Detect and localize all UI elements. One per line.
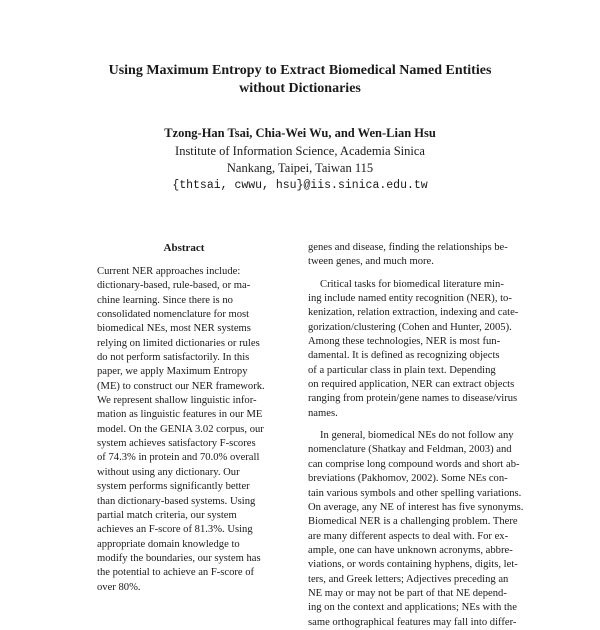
text-line: ters, and Greek letters; Adjectives preceding an	[308, 573, 509, 585]
paragraph-gap	[308, 421, 526, 429]
text-line: biomedical NEs, most NER systems	[97, 323, 251, 335]
text-line: system achieves satisfactory F-scores	[97, 438, 256, 450]
text-line: tween genes, and much more.	[308, 256, 434, 268]
paragraph	[308, 241, 526, 270]
title-line: Using Maximum Entropy to Extract Biomedical Named Entities	[108, 63, 492, 78]
text-line: nomenclature (Shatkay and Feldman, 2003) and	[308, 444, 512, 456]
text-line: of a particular class in plain text. Depending	[308, 364, 496, 376]
text-line: NE may or may not be part of that NE depend-	[308, 587, 507, 599]
text-line: of 74.3% in protein and 70.0% overall	[97, 452, 260, 464]
text-line: ing on the context and applications; NEs with the	[308, 602, 517, 614]
text-line: paper, we apply Maximum Entropy	[97, 366, 248, 378]
paragraph	[308, 278, 526, 421]
text-line: system performs significantly better	[97, 481, 250, 493]
text-line: achieves an F-score of 81.3%. Using	[97, 524, 253, 536]
text-line: the potential to achieve an F-score of	[97, 567, 255, 579]
text-line: Biomedical NER is a challenging problem. There	[308, 516, 518, 528]
text-line: appropriate domain knowledge to	[97, 538, 240, 550]
text-line: over 80%.	[97, 581, 141, 593]
text-line: Among these technologies, NER is most fun-	[308, 336, 501, 348]
text-line: relying on limited dictionaries or rules	[97, 337, 260, 349]
text-line: mation as linguistic features in our ME	[97, 409, 263, 421]
paper-title	[60, 62, 540, 98]
text-line: genes and disease, finding the relationships be-	[308, 242, 508, 253]
text-line: without using any dictionary. Our	[97, 466, 240, 478]
text-line: tain various symbols and other spelling variations.	[308, 487, 522, 499]
body-column	[308, 241, 526, 630]
text-line: are many different aspects to deal with. For ex-	[308, 530, 509, 542]
text-line: partial match criteria, our system	[97, 509, 237, 521]
title-line: without Dictionaries	[239, 81, 361, 96]
text-line: model. On the GENIA 3.02 corpus, our	[97, 423, 264, 435]
text-line: (ME) to construct our NER framework.	[97, 380, 265, 392]
text-line: do not perform satisfactorily. In this	[97, 352, 250, 364]
abstract-body	[97, 265, 273, 595]
affiliation-location: Nankang, Taipei, Taiwan 115	[226, 161, 374, 175]
text-line: ranging from protein/gene names to disease/virus	[308, 393, 518, 405]
text-line: In general, biomedical NEs do not follow any	[320, 430, 514, 442]
text-line: Critical tasks for biomedical literature min-	[320, 278, 504, 290]
text-line: kenization, relation extraction, indexing and cate-	[308, 307, 519, 319]
author-emails: {thtsai, cwwu, hsu}@iis.sinica.edu.tw	[172, 179, 428, 192]
text-line: viations, or words containing hyphens, digits, let-	[308, 559, 518, 571]
text-line: dictionary-based, rule-based, or ma-	[97, 280, 251, 292]
text-line: modify the boundaries, our system has	[97, 552, 261, 564]
text-line: than dictionary-based systems. Using	[97, 495, 256, 507]
author-list: Tzong-Han Tsai, Chia-Wei Wu, and Wen-Lian Hsu	[164, 126, 436, 140]
abstract-heading: Abstract	[163, 242, 205, 254]
text-line: gorization/clustering (Cohen and Hunter, 2005).	[308, 321, 512, 333]
text-line: damental. It is defined as recognizing objects	[308, 350, 500, 362]
text-line: breviations (Pakhomov, 2002). Some NEs con-	[308, 473, 508, 485]
text-line: ing include named entity recognition (NER), to-	[308, 293, 512, 305]
text-line: We represent shallow linguistic infor-	[97, 395, 257, 407]
text-line: same orthographical features may fall into differ-	[308, 616, 517, 628]
text-line: On average, any NE of interest has five synonyms.	[308, 501, 524, 513]
text-line: chine learning. Since there is no	[97, 294, 233, 306]
text-line: can comprise long compound words and short ab-	[308, 458, 520, 470]
text-line: on required application, NER can extract objects	[308, 379, 515, 391]
text-line: names.	[308, 407, 338, 419]
text-line: consolidated nomenclature for most	[97, 309, 250, 321]
text-line: Current NER approaches include:	[97, 266, 241, 277]
affiliation: Institute of Information Science, Academia Sinica	[175, 144, 425, 158]
text-line: ample, one can have unknown acronyms, abbre-	[308, 544, 513, 556]
paragraph-gap	[308, 270, 526, 278]
